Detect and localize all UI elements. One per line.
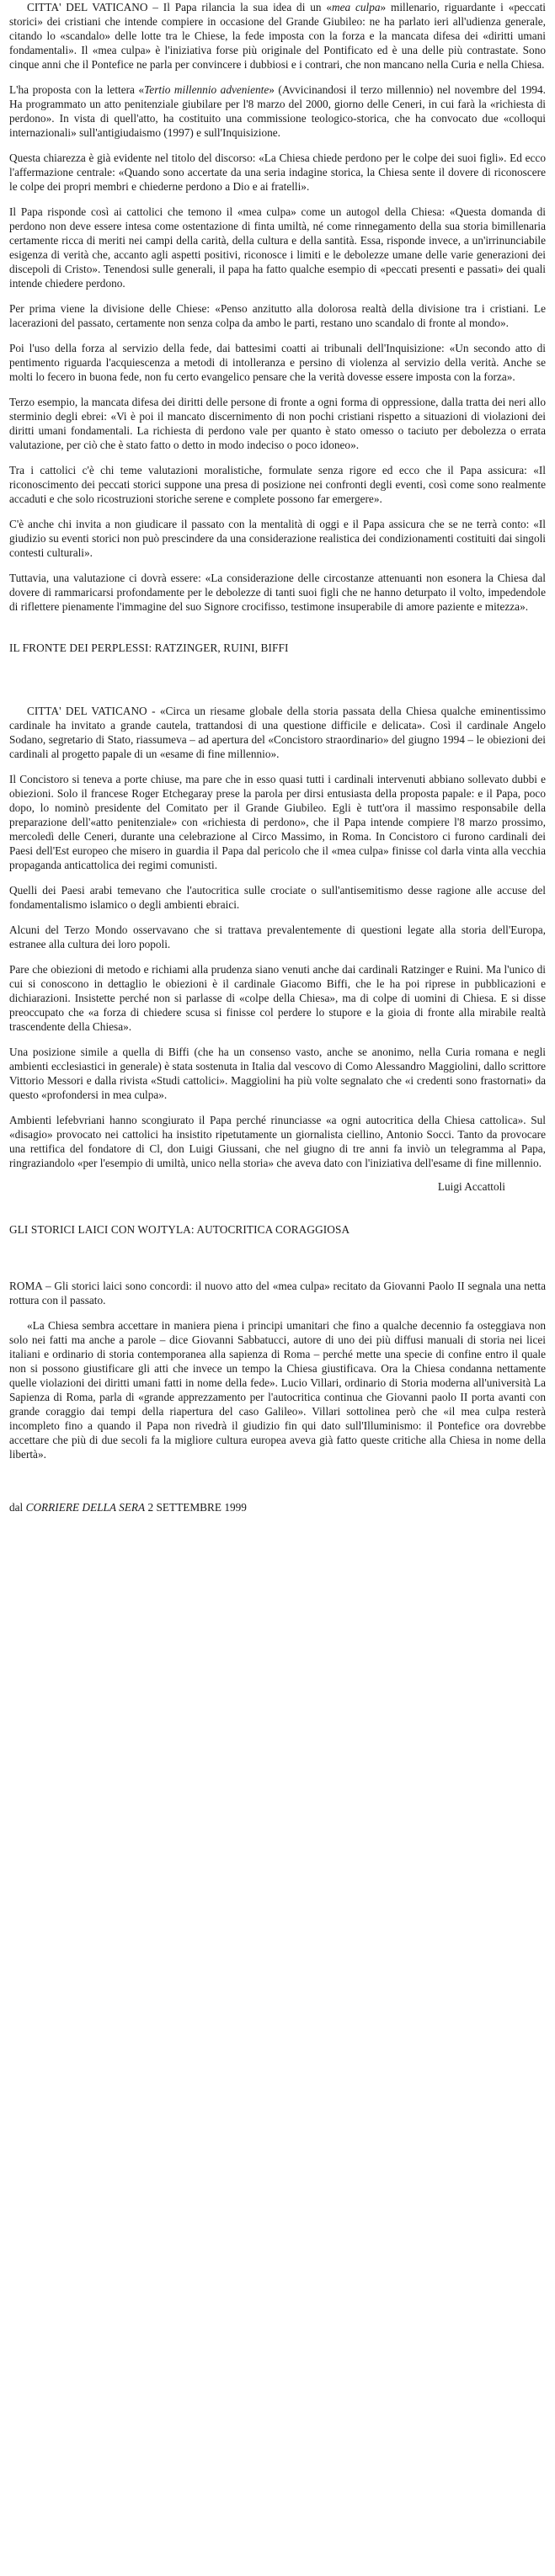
perplessi-article (9, 704, 546, 1194)
article-paragraph: «La Chiesa sembra accettare in maniera piena i principi umanitari che fino a qualche decennio fa osteggiava non solo nei fatti ma anche a parole – dice Giovanni Sabbatucci, autore di uno dei più diffusi manuali di storia nei licei italiani e ordinario di storia contemporanea alla sapienza di Roma – perché mette una specie di confine entro il quale non si possono giustificare gli atti che invece un tempo la Chiesa giustificava. Ora la Chiesa condanna nettamente quelle violazioni dei diritti umani fatti in nome della fede». Lucio Villari, ordinario di Storia moderna all'università La Sapienza di Roma, parla di «grande apprezzamento per l'autocritica continua che Giovanni paolo II porta avanti con grande coraggio dai tempi della riapertura del caso Galileo». Villari sottolinea però che «il mea culpa resterà incompleto fino a quando il Papa non rivedrà il giudizio fin qui dato sull'Illuminismo: il Pontefice ora dovrebbe accettare che più di due secoli fa la migliore cultura europea aveva già fatto queste critiche alla Chiesa in nome della libertà». (9, 1319, 546, 1461)
article-paragraph: Tuttavia, una valutazione ci dovrà essere: «La considerazione delle circostanze attenuanti non esonera la Chiesa dal dovere di rammaricarsi profondamente per le debolezze di tanti suoi figli che ne hanno deturpato il volto, impedendole di riflettere pienamente l'immagine del suo Signore crocifisso, testimone insuperabile di amore paziente e mitezza». (9, 572, 546, 613)
article-paragraph: Questa chiarezza è già evidente nel titolo del discorso: «La Chiesa chiede perdono per le colpe dei suoi figli». Ed ecco l'affermazione centrale: «Quando sono accertate da una seria indagine storica, la Chiesa sente il dovere di riconoscere le colpe dei propri membri e chiederne perdono a Dio e ai fratelli». (9, 152, 546, 193)
source-publication: CORRIERE DELLA SERA (25, 1501, 146, 1514)
source-credit (9, 1500, 546, 1514)
article-paragraph: Poi l'uso della forza al servizio della fede, dai battesimi coatti ai tribunali dell'Inquisizione: «Un secondo atto di pentimento riguarda l'acquiescenza a metodi di intolleranza e persino di violenza al servizio della verità. Anche se molti lo fecero in buona fede, non fu certo evangelico pensare che la verità dovesse essere imposta con la forza». (9, 342, 546, 383)
article-paragraph: CITTA' DEL VATICANO – Il Papa rilancia la sua idea di un «mea culpa» millenario, riguardante i «peccati storici» dei cristiani che intende compiere in occasione del Grande Giubileo: ne ha parlato ieri all'udienza generale, citando lo «scandalo» delle lotte tra le Chiese, la fede imposta con la forza e la mancata difesa dei «diritti umani fondamentali». Il «mea culpa» è l'iniziativa forse più originale del Pontificato ed è una delle più contrastate. Sono cinque anni che il Pontefice ne parla per convincere i dubbiosi e i contrari, che non mancano nella Curia e nella Chiesa. (9, 1, 546, 71)
section-heading-perplessi: IL FRONTE DEI PERPLESSI: RATZINGER, RUINI, BIFFI (9, 641, 289, 654)
author-signature: Luigi Accattoli (437, 1180, 505, 1193)
article-paragraph: Tra i cattolici c'è chi teme valutazioni moralistiche, formulate senza rigore ed ecco che il Papa assicura: «Il riconoscimento dei peccati storici suppone una presa di posizione nei confronti degli eventi, così come sono realmente accaduti e che solo ricostruzioni storiche serene e complete possono far emergere». (9, 464, 546, 505)
article-paragraph: Una posizione simile a quella di Biffi (che ha un consenso vasto, anche se anonimo, nella Curia romana e negli ambienti ecclesiastici in generale) è stata sostenuta in Italia dal vescovo di Como Alessandro Maggiolini, dallo scrittore Vittorio Messori e dalla rivista «Studi cattolici». Maggiolini ha più volte segnalato che «i credenti sono frastornati» da questo «profondersi in mea culpa». (9, 1046, 546, 1101)
section-heading-storici: GLI STORICI LAICI CON WOJTYLA: AUTOCRITICA CORAGGIOSA (9, 1223, 350, 1236)
article-paragraph: Terzo esempio, la mancata difesa dei diritti delle persone di fronte a ogni forma di oppressione, dalla tratta dei neri allo sterminio degli ebrei: «Vi è poi il mancato discernimento di non pochi cristiani rispetto a situazioni di violazioni dei diritti umani fondamentali. La richiesta di perdono vale per quanto è stato omesso o taciuto per debolezza o errata valutazione, per ciò che è stato fatto o detto in modo indeciso o poco idoneo». (9, 396, 546, 451)
article-paragraph: Alcuni del Terzo Mondo osservavano che si trattava prevalentemente di questioni legate alla storia dell'Europa, estranee alla cultura dei loro popoli. (9, 923, 546, 950)
article-paragraph: ROMA – Gli storici laici sono concordi: il nuovo atto del «mea culpa» recitato da Giovanni Paolo II segnala una netta rottura con il passato. (9, 1280, 546, 1307)
article-paragraph: C'è anche chi invita a non giudicare il passato con la mentalità di oggi e il Papa assicura che se ne terrà conto: «Il giudizio su eventi storici non può prescindere da una considerazione realistica dei condizionamenti costituiti dai singoli contesti culturali». (9, 518, 546, 559)
article-paragraph: Il Papa risponde così ai cattolici che temono il «mea culpa» come un autogol della Chiesa: «Questa domanda di perdono non deve essere intesa come ostentazione di finta umiltà, né come rinnegamento della sua storia bimillenaria certamente ricca di meriti nei campi della carità, della cultura e della santità. Essa, risponde invece, a un'irrinunciabile esigenza di verità che, accanto agli aspetti positivi, riconosce i limiti e le debolezze umane delle varie generazioni dei discepoli di Cristo». Tenendosi sulle generali, il papa ha fatto qualche esempio di «peccati presenti e passati» dei quali intende chiedere perdono. (9, 205, 546, 290)
article-paragraph: CITTA' DEL VATICANO - «Circa un riesame globale della storia passata della Chiesa qualche eminentissimo cardinale ha invitato a grande cautela, trattandosi di una questione difficile e delicata». Così il cardinale Angelo Sodano, segretario di Stato, riassumeva – ad apertura del «Concistoro straordinario» del giugno 1994 – le obiezioni dei cardinali al progetto papale di un «esame di fine millennio». (9, 705, 546, 760)
article-paragraph: Pare che obiezioni di metodo e richiami alla prudenza siano venuti anche dai cardinali Ratzinger e Ruini. Ma l'unico di cui si conoscono in dettaglio le obiezioni è il cardinale Giacomo Biffi, che le ha poi riprese in pubblicazioni e dichiarazioni. Insistette perché non si parlasse di «colpe della Chiesa», ma di colpe di uomini di Chiesa. E si disse preoccupato che «a forza di chiedere scusa si finisse col perdere lo stupore e la gioia di fronte alla mirabile realtà trascendente della Chiesa». (9, 963, 546, 1033)
storici-article (9, 1279, 546, 1461)
article-paragraph: L'ha proposta con la lettera «Tertio millennio adveniente» (Avvicinandosi il terzo millennio) nel novembre del 1994. Ha programmato un atto penitenziale giubilare per l'8 marzo del 2000, giorno delle Ceneri, in cui farà la «richiesta di perdono». In vista di quell'atto, ha costituito una commissione teologico-storica, che ha convocato due «colloqui internazionali» sull'antigiudaismo (1997) e sull'Inquisizione. (9, 83, 546, 139)
article-paragraph: Il Concistoro si teneva a porte chiuse, ma pare che in esso quasi tutti i cardinali intervenuti abbiano sollevato dubbi e obiezioni. Solo il francese Roger Etchegaray prese la parola per dirsi entusiasta della proposta papale: e il Papa, poco dopo, lo nominò presidente del Comitato per il Grande Giubileo. Egli è tutt'ora il massimo responsabile della preparazione dell'«atto penitenziale» con «richiesta di perdono», che il Papa intende compiere l'8 marzo prossimo, mercoledì delle Ceneri, durante una celebrazione al Circo Massimo, in Roma. In Concistoro ci furono cardinali dei Paesi dell'Est europeo che misero in guardia il Papa dal pericolo che il «mea culpa» finisse col darla vinta alla vecchia propaganda anticattolica dei regimi comunisti. (9, 773, 546, 871)
source-date: 2 SETTEMBRE 1999 (145, 1501, 247, 1514)
article-paragraph: Per prima viene la divisione delle Chiese: «Penso anzitutto alla dolorosa realtà della divisione tra i cristiani. Le lacerazioni del passato, certamente non senza colpa da ambo le parti, restano uno scandalo di fronte al mondo». (9, 302, 546, 329)
article-paragraph: Quelli dei Paesi arabi temevano che l'autocritica sulle crociate o sull'antisemitismo desse ragione alle accuse del fondamentalismo islamico o degli ambienti ebraici. (9, 884, 546, 911)
article-paragraph: Ambienti lefebvriani hanno scongiurato il Papa perché rinunciasse «a ogni autocritica della Chiesa cattolica». Sul «disagio» provocato nei cattolici ha insistito ripetutamente un giornalista ciellino, Antonio Socci. Tanto da provocare una rettifica del fondatore di Cl, don Luigi Giussani, che nel giugno di tre anni fa inviò un telegramma al Papa, ringraziandolo «per l'esempio di umiltà, unico nella storia» che aveva dato con l'iniziativa dell'esame di fine millennio. (9, 1114, 546, 1169)
source-prefix: dal (9, 1501, 26, 1514)
main-article (9, 0, 546, 614)
